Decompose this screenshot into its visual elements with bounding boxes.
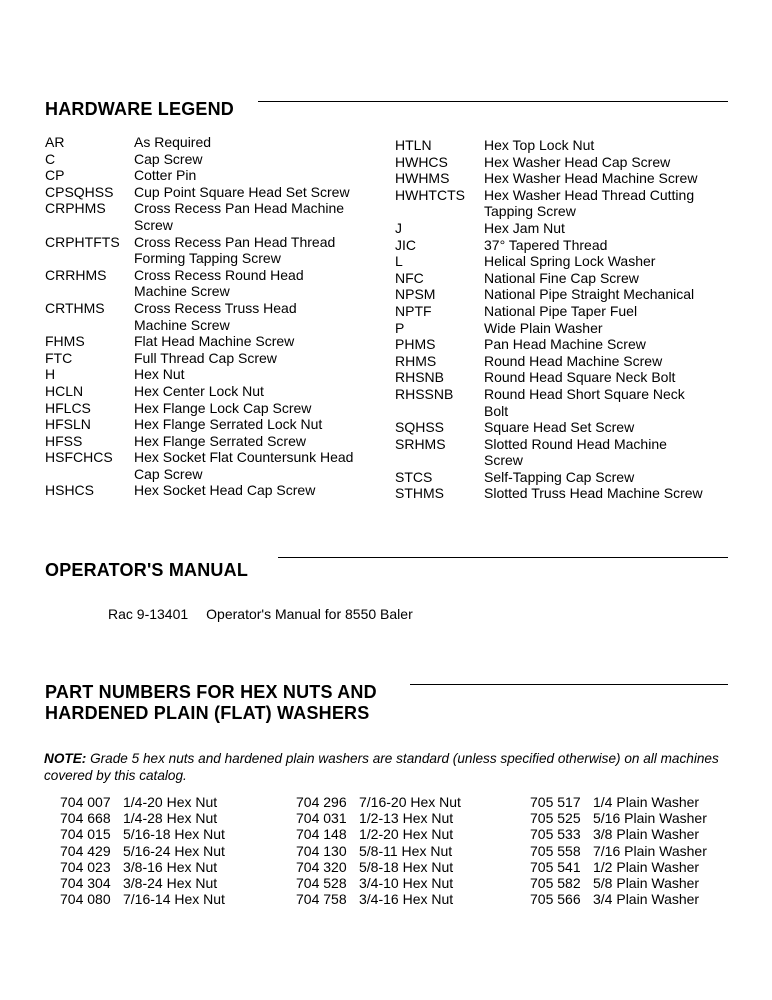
legend-abbreviation: HCLN [45, 382, 84, 399]
legend-definition: Cap Screw [134, 150, 203, 167]
part-number: 705 558 [530, 842, 581, 859]
legend-abbreviation [45, 283, 134, 300]
legend-definition: Hex Top Lock Nut [484, 137, 595, 153]
legend-row [45, 350, 353, 367]
part-row [530, 810, 707, 826]
legend-abbreviation: HWHTCTS [395, 186, 465, 203]
legend-abbreviation: J [395, 219, 402, 236]
legend-definition: Round Head Square Neck Bolt [484, 369, 676, 386]
part-description: 1/4 Plain Washer [593, 794, 700, 810]
part-numbers-title-line1: PART NUMBERS FOR HEX NUTS AND [45, 682, 377, 702]
manual-description: Operator's Manual for 8550 Baler [206, 606, 413, 622]
part-number: 704 130 [296, 842, 347, 859]
legend-row [45, 267, 353, 284]
legend-abbreviation: RHSNB [395, 369, 445, 386]
legend-definition: National Fine Cap Screw [484, 269, 639, 286]
parts-column-3 [530, 794, 707, 907]
legend-row [45, 200, 353, 217]
legend-abbreviation: CPSQHSS [45, 183, 114, 200]
legend-row [45, 383, 353, 400]
legend-row [45, 151, 353, 168]
legend-right-column [395, 137, 703, 502]
part-row [530, 843, 707, 859]
legend-abbreviation: H [45, 366, 56, 383]
legend-definition: Hex Flange Serrated Screw [134, 432, 306, 449]
legend-definition: Cross Recess Truss Head [134, 299, 297, 316]
legend-row [45, 433, 353, 450]
legend-abbreviation [45, 466, 134, 483]
part-number: 704 007 [60, 794, 111, 810]
legend-row [395, 237, 703, 254]
legend-abbreviation: HSFCHCS [45, 449, 113, 466]
legend-row [395, 369, 703, 386]
manual-part-number: Rac 9-13401 [108, 606, 189, 622]
legend-definition: Screw [484, 452, 523, 469]
legend-definition: Round Head Short Square Neck [484, 385, 685, 402]
legend-definition: Pan Head Machine Screw [484, 336, 646, 353]
legend-abbreviation: C [45, 150, 56, 167]
operators-manual-title: OPERATOR'S MANUAL [45, 560, 249, 580]
legend-row [45, 482, 353, 499]
legend-abbreviation: CRRHMS [45, 266, 107, 283]
legend-row [45, 167, 353, 184]
legend-row [395, 419, 703, 436]
legend-definition: Cross Recess Round Head [134, 266, 304, 283]
part-description: 5/16-18 Hex Nut [123, 826, 225, 843]
legend-definition: Hex Washer Head Machine Screw [484, 170, 698, 187]
legend-abbreviation: HFSLN [45, 416, 91, 433]
legend-abbreviation: CRPHMS [45, 200, 106, 217]
legend-row [395, 436, 703, 453]
legend-left-column [45, 134, 353, 499]
legend-abbreviation: HTLN [395, 137, 432, 153]
part-row [60, 843, 225, 859]
hardware-legend-rule [258, 101, 728, 102]
legend-row [45, 449, 353, 466]
part-row [296, 810, 461, 826]
legend-abbreviation: HWHCS [395, 153, 448, 170]
part-description: 1/2 Plain Washer [593, 858, 700, 875]
part-number: 704 528 [296, 875, 347, 892]
part-description: 5/8 Plain Washer [593, 875, 700, 892]
legend-row [395, 286, 703, 303]
legend-abbreviation: NPSM [395, 286, 436, 303]
legend-definition: As Required [134, 134, 212, 150]
legend-definition: Cotter Pin [134, 167, 197, 184]
legend-row [395, 403, 703, 420]
legend-abbreviation: RHSSNB [395, 385, 454, 402]
legend-abbreviation: NFC [395, 269, 424, 286]
part-numbers-rule [410, 684, 728, 685]
legend-abbreviation [45, 217, 134, 234]
legend-abbreviation: HFLCS [45, 399, 91, 416]
legend-abbreviation [395, 203, 484, 220]
legend-definition: Hex Nut [134, 366, 185, 383]
legend-abbreviation: NPTF [395, 302, 432, 319]
part-row [60, 810, 225, 826]
part-row [296, 843, 461, 859]
part-description: 1/4-28 Hex Nut [123, 810, 218, 827]
operators-manual-entry [108, 606, 413, 622]
legend-row [45, 217, 353, 234]
legend-definition: Machine Screw [134, 283, 230, 300]
legend-definition: Hex Flange Serrated Lock Nut [134, 416, 323, 433]
legend-row [45, 317, 353, 334]
legend-definition: Forming Tapping Screw [134, 250, 281, 267]
legend-row [395, 154, 703, 171]
part-row [60, 891, 225, 907]
part-row [296, 826, 461, 842]
part-number: 704 031 [296, 810, 347, 827]
legend-row [395, 485, 703, 502]
part-description: 3/8-24 Hex Nut [123, 875, 218, 892]
legend-row [45, 300, 353, 317]
legend-definition: Hex Flange Lock Cap Screw [134, 399, 312, 416]
legend-row [45, 184, 353, 201]
legend-definition: Machine Screw [134, 316, 230, 333]
part-number: 705 582 [530, 875, 581, 892]
operators-manual-rule [278, 557, 728, 558]
legend-abbreviation: FHMS [45, 333, 85, 350]
legend-abbreviation [395, 452, 484, 469]
legend-rows-right [395, 137, 703, 502]
part-description: 7/16-14 Hex Nut [123, 891, 225, 908]
legend-definition: Hex Socket Head Cap Screw [134, 482, 316, 499]
legend-row [395, 270, 703, 287]
legend-row [45, 366, 353, 383]
legend-abbreviation: STHMS [395, 485, 444, 502]
legend-definition: Screw [134, 216, 173, 233]
part-number: 704 429 [60, 842, 111, 859]
part-description: 3/4-16 Hex Nut [359, 891, 454, 908]
legend-definition: Hex Center Lock Nut [134, 382, 264, 399]
legend-row [395, 253, 703, 270]
part-row [530, 794, 707, 810]
legend-row [395, 203, 703, 220]
note-text: Grade 5 hex nuts and hardened plain washers are standard (unless specified otherwise) on all machines covered by this catalog. [44, 751, 719, 783]
legend-abbreviation: HSHCS [45, 482, 95, 499]
part-row [296, 875, 461, 891]
part-number: 705 533 [530, 826, 581, 843]
legend-row [395, 452, 703, 469]
legend-abbreviation [395, 403, 484, 420]
legend-abbreviation: PHMS [395, 336, 436, 353]
legend-abbreviation: P [395, 319, 405, 336]
legend-definition: Square Head Set Screw [484, 419, 635, 436]
legend-rows-left [45, 134, 353, 499]
part-description: 3/4-10 Hex Nut [359, 875, 454, 892]
part-row [60, 875, 225, 891]
part-description: 3/8 Plain Washer [593, 826, 700, 843]
part-description: 1/2-20 Hex Nut [359, 826, 454, 843]
legend-definition: Tapping Screw [484, 203, 576, 220]
part-row [530, 826, 707, 842]
legend-definition: Helical Spring Lock Washer [484, 253, 656, 270]
legend-row [395, 137, 703, 154]
legend-row [45, 333, 353, 350]
legend-row [45, 466, 353, 483]
legend-definition: Hex Socket Flat Countersunk Head [134, 449, 354, 466]
part-row [60, 826, 225, 842]
part-number: 704 080 [60, 891, 111, 908]
legend-definition: Slotted Truss Head Machine Screw [484, 485, 703, 502]
part-row [530, 859, 707, 875]
part-numbers-title-line2: HARDENED PLAIN (FLAT) WASHERS [45, 703, 370, 723]
part-row [296, 891, 461, 907]
legend-row [45, 250, 353, 267]
part-numbers-title [45, 682, 377, 724]
part-number: 704 320 [296, 858, 347, 875]
parts-column-1 [60, 794, 225, 907]
part-description: 5/16 Plain Washer [593, 810, 707, 827]
legend-abbreviation: RHMS [395, 352, 437, 369]
legend-abbreviation: FTC [45, 349, 73, 366]
legend-definition: Round Head Machine Screw [484, 352, 663, 369]
part-description: 1/2-13 Hex Nut [359, 810, 454, 827]
legend-abbreviation: HFSS [45, 432, 83, 449]
part-description: 5/8-11 Hex Nut [359, 842, 453, 859]
parts-column-2 [296, 794, 461, 907]
part-number: 704 758 [296, 891, 347, 908]
legend-abbreviation: AR [45, 134, 65, 150]
hardware-legend-title: HARDWARE LEGEND [45, 99, 235, 119]
part-number: 704 148 [296, 826, 347, 843]
note-label: NOTE: [44, 751, 87, 766]
legend-abbreviation: CRPHTFTS [45, 233, 120, 250]
part-number: 705 541 [530, 858, 581, 875]
legend-row [395, 170, 703, 187]
legend-abbreviation: CP [45, 167, 65, 184]
legend-definition: National Pipe Taper Fuel [484, 302, 638, 319]
legend-abbreviation [45, 317, 134, 334]
part-description: 5/8-18 Hex Nut [359, 858, 454, 875]
part-number: 705 517 [530, 794, 581, 810]
part-description: 1/4-20 Hex Nut [123, 794, 218, 810]
legend-definition: Full Thread Cap Screw [134, 349, 277, 366]
legend-definition: Hex Washer Head Thread Cutting [484, 186, 695, 203]
legend-definition: Cross Recess Pan Head Thread [134, 233, 336, 250]
legend-abbreviation: L [395, 253, 403, 270]
legend-definition: National Pipe Straight Mechanical [484, 286, 695, 303]
legend-definition: Bolt [484, 402, 509, 419]
part-number: 704 015 [60, 826, 111, 843]
part-description: 7/16 Plain Washer [593, 842, 707, 859]
legend-row [395, 353, 703, 370]
legend-definition: Self-Tapping Cap Screw [484, 468, 635, 485]
part-description: 3/4 Plain Washer [593, 891, 700, 908]
part-number: 704 296 [296, 794, 347, 810]
part-row [296, 859, 461, 875]
part-number: 705 566 [530, 891, 581, 908]
legend-row [395, 336, 703, 353]
legend-definition: Hex Jam Nut [484, 219, 565, 236]
part-numbers-note [44, 750, 734, 784]
part-number: 704 668 [60, 810, 111, 827]
part-number: 704 023 [60, 858, 111, 875]
legend-definition: Cup Point Square Head Set Screw [134, 183, 350, 200]
part-description: 7/16-20 Hex Nut [359, 794, 461, 810]
legend-definition: Cap Screw [134, 465, 203, 482]
part-row [530, 875, 707, 891]
legend-definition: Wide Plain Washer [484, 319, 603, 336]
legend-definition: Hex Washer Head Cap Screw [484, 153, 671, 170]
legend-row [395, 386, 703, 403]
part-row [530, 891, 707, 907]
part-description: 3/8-16 Hex Nut [123, 858, 218, 875]
part-row [296, 794, 461, 810]
legend-row [45, 234, 353, 251]
part-row [60, 794, 225, 810]
part-row [60, 859, 225, 875]
legend-abbreviation: STCS [395, 468, 433, 485]
legend-abbreviation: HWHMS [395, 170, 450, 187]
legend-abbreviation: SQHSS [395, 419, 445, 436]
legend-abbreviation [45, 250, 134, 267]
part-description: 5/16-24 Hex Nut [123, 842, 225, 859]
legend-definition: Flat Head Machine Screw [134, 333, 295, 350]
legend-row [395, 220, 703, 237]
legend-row [45, 134, 353, 151]
part-number: 705 525 [530, 810, 581, 827]
legend-row [395, 303, 703, 320]
legend-abbreviation: CRTHMS [45, 299, 105, 316]
legend-definition: 37° Tapered Thread [484, 236, 608, 253]
legend-definition: Cross Recess Pan Head Machine [134, 200, 345, 217]
part-number: 704 304 [60, 875, 111, 892]
legend-row [45, 416, 353, 433]
legend-abbreviation: JIC [395, 236, 416, 253]
legend-row [395, 320, 703, 337]
legend-definition: Slotted Round Head Machine [484, 435, 667, 452]
legend-row [395, 469, 703, 486]
legend-row [45, 400, 353, 417]
legend-abbreviation: SRHMS [395, 435, 446, 452]
legend-row [395, 187, 703, 204]
legend-row [45, 283, 353, 300]
